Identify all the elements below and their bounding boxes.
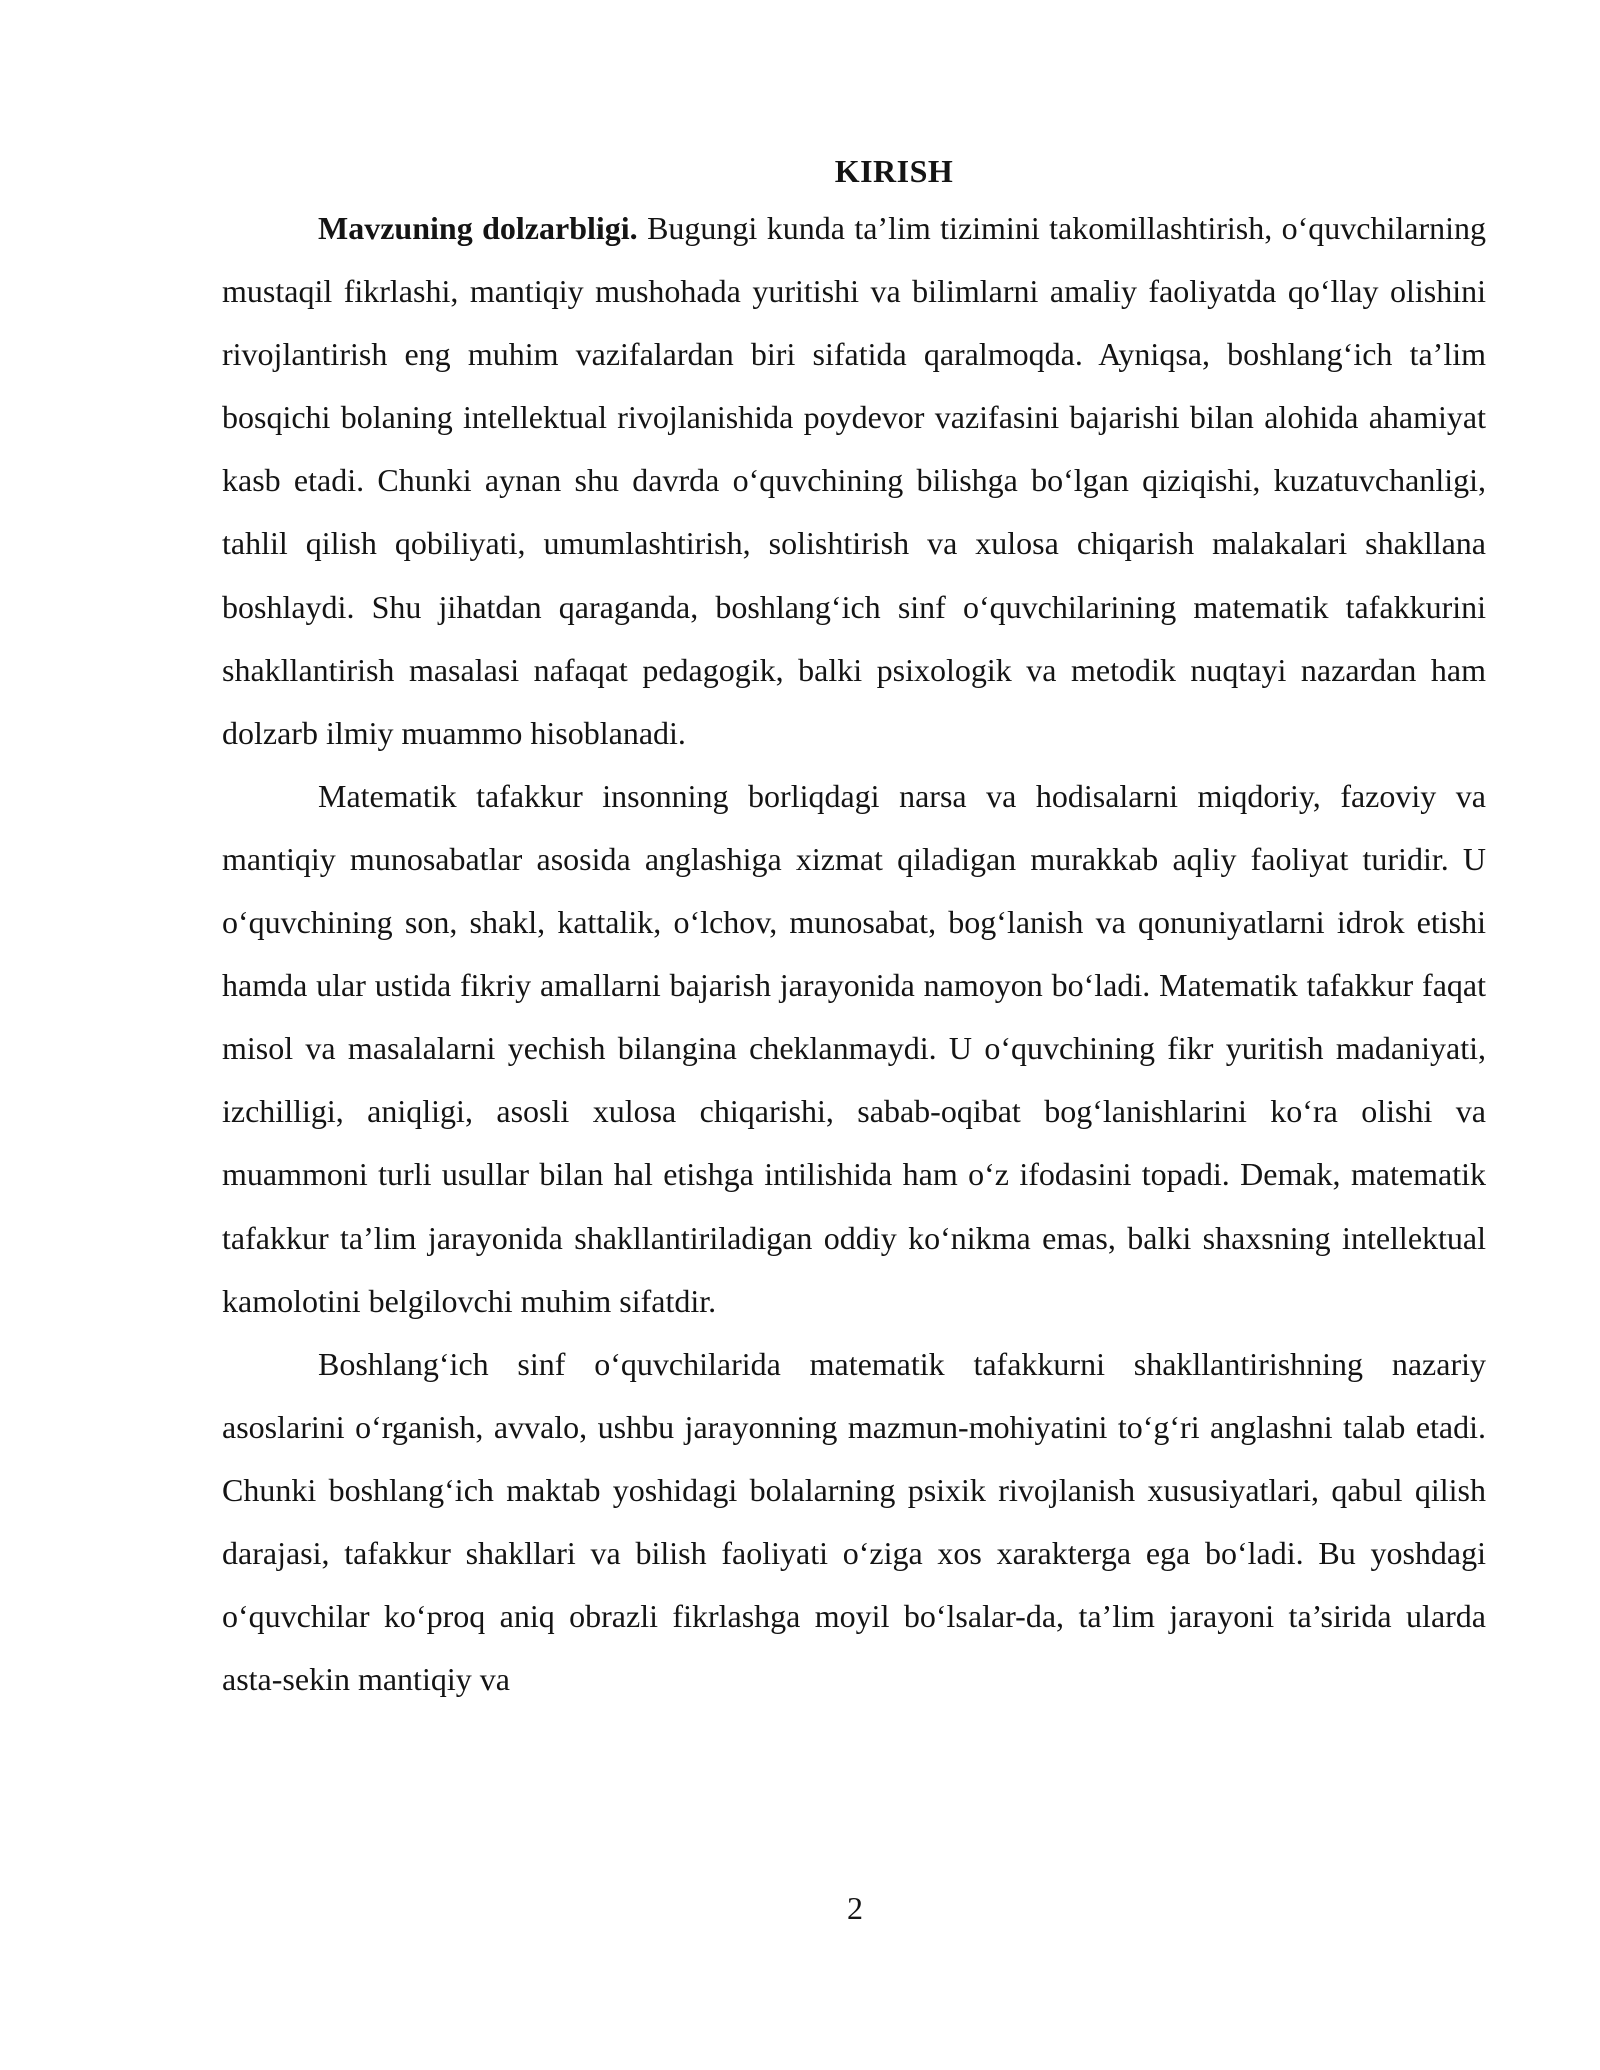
page-number: 2: [847, 1890, 863, 1926]
paragraph-3: Boshlang‘ich sinf o‘quvchilarida matematik tafakkurni shakllantirishning nazariy asoslarini o‘rganish, avvalo, ushbu jarayonning mazmun-mohiyatini to‘g‘ri anglashni talab etadi. Chunki boshlang‘ich maktab yoshidagi bolalarning psixik rivojlanish xususiyatlari, qabul qilish darajasi, tafakkur shakllari va bilish faoliyati o‘ziga xos xarakterga ega bo‘ladi. Bu yoshdagi o‘quvchilar ko‘proq aniq obrazli fikrlashga moyil bo‘lsalar-da, ta’lim jarayoni ta’sirida ularda asta-sekin mantiqiy va: [222, 1345, 1486, 1698]
page-content: [222, 145, 1486, 1711]
paragraph-2: Matematik tafakkur insonning borliqdagi narsa va hodisalarni miqdoriy, fazoviy va mantiqiy munosabatlar asosida anglashiga xizmat qiladigan murakkab aqliy faoliyat turidir. U o‘quvchining son, shakl, kattalik, o‘lchov, munosabat, bog‘lanish va qonuniyatlarni idrok etishi hamda ular ustida fikriy amallarni bajarish jarayonida namoyon bo‘ladi. Matematik tafakkur faqat misol va masalalarni yechish bilangina cheklanmaydi. U o‘quvchining fikr yuritish madaniyati, izchilligi, aniqligi, asosli xulosa chiqarishi, sabab-oqibat bog‘lanishlarini ko‘ra olishi va muammoni turli usullar bilan hal etishga intilishida ham o‘z ifodasini topadi. Demak, matematik tafakkur ta’lim jarayonida shakllantiriladigan oddiy ko‘nikma emas, balki shaxsning intellektual kamolotini belgilovchi muhim sifatdir.: [222, 777, 1486, 1319]
section-heading: KIRISH: [834, 153, 954, 189]
paragraph-lead-bold: Mavzuning dolzarbligi.: [318, 210, 638, 246]
paragraph-1: [222, 197, 1486, 765]
paragraph-1-text: Bugungi kunda ta’lim tizimini takomillashtirish, o‘quvchilarning mustaqil fikrlashi, mantiqiy mushohada yuritishi va bilimlarni amaliy faoliyatda qo‘llay olishini rivojlantirish eng muhim vazifalardan biri sifatida qaralmoqda. Ayniqsa, boshlang‘ich ta’lim bosqichi bolaning intellektual rivojlanishida poydevor vazifasini bajarishi bilan alohida ahamiyat kasb etadi. Chunki aynan shu davrda o‘quvchining bilishga bo‘lgan qiziqishi, kuzatuvchanligi, tahlil qilish qobiliyati, umumlashtirish, solishtirish va xulosa chiqarish malakalari shakllana boshlaydi. Shu jihatdan qaraganda, boshlang‘ich sinf o‘quvchilarining matematik tafakkurini shakllantirish masalasi nafaqat pedagogik, balki psixologik va metodik nuqtayi nazardan ham dolzarb ilmiy muammo hisoblanadi.: [222, 210, 1487, 751]
